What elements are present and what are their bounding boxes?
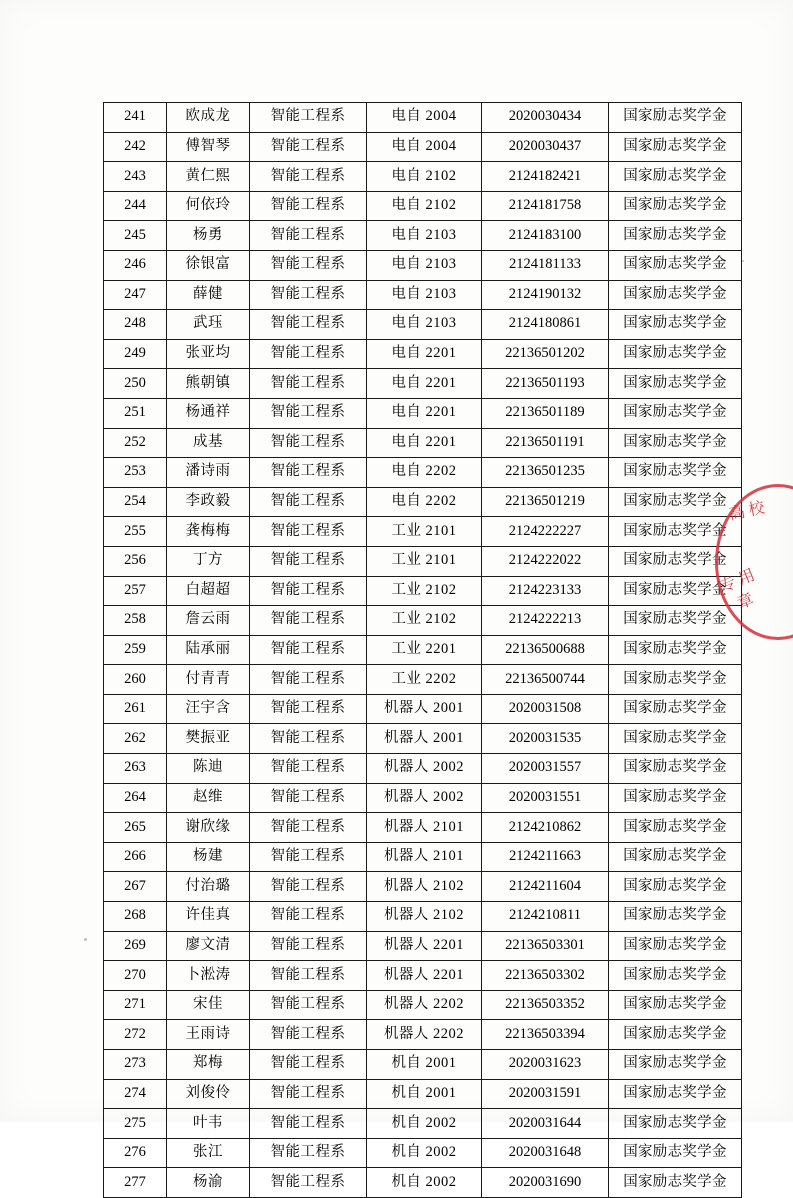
student-id: 2020031623 xyxy=(482,1050,609,1080)
class-name: 机自 2001 xyxy=(367,1079,482,1109)
student-id: 2124181758 xyxy=(482,191,609,221)
row-index: 263 xyxy=(104,754,167,784)
student-name: 廖文清 xyxy=(167,931,250,961)
student-id: 2124182421 xyxy=(482,162,609,192)
award-name: 国家励志奖学金 xyxy=(609,103,742,133)
row-index: 244 xyxy=(104,191,167,221)
department: 智能工程系 xyxy=(250,1020,367,1050)
table-row xyxy=(104,458,742,488)
award-name: 国家励志奖学金 xyxy=(609,635,742,665)
department: 智能工程系 xyxy=(250,310,367,340)
student-id: 2124222022 xyxy=(482,546,609,576)
class-name: 工业 2101 xyxy=(367,546,482,576)
student-id: 2020031551 xyxy=(482,783,609,813)
row-index: 255 xyxy=(104,517,167,547)
table-row xyxy=(104,221,742,251)
scan-speck xyxy=(84,938,87,941)
row-index: 261 xyxy=(104,694,167,724)
scan-speck xyxy=(742,260,744,262)
department: 智能工程系 xyxy=(250,458,367,488)
row-index: 242 xyxy=(104,132,167,162)
class-name: 电自 2201 xyxy=(367,398,482,428)
student-id: 2124223133 xyxy=(482,576,609,606)
student-name: 武珏 xyxy=(167,310,250,340)
award-name: 国家励志奖学金 xyxy=(609,665,742,695)
class-name: 机器人 2102 xyxy=(367,872,482,902)
class-name: 工业 2202 xyxy=(367,665,482,695)
student-name: 李政毅 xyxy=(167,487,250,517)
row-index: 245 xyxy=(104,221,167,251)
award-name: 国家励志奖学金 xyxy=(609,724,742,754)
class-name: 电自 2102 xyxy=(367,191,482,221)
award-name: 国家励志奖学金 xyxy=(609,280,742,310)
class-name: 工业 2102 xyxy=(367,576,482,606)
class-name: 机器人 2001 xyxy=(367,724,482,754)
table-row xyxy=(104,1138,742,1168)
table-row xyxy=(104,280,742,310)
award-name-list-table xyxy=(103,102,727,1198)
department: 智能工程系 xyxy=(250,902,367,932)
class-name: 工业 2101 xyxy=(367,517,482,547)
student-id: 22136501191 xyxy=(482,428,609,458)
student-name: 成基 xyxy=(167,428,250,458)
student-name: 张江 xyxy=(167,1138,250,1168)
student-id: 2020031644 xyxy=(482,1109,609,1139)
class-name: 电自 2201 xyxy=(367,339,482,369)
table-row xyxy=(104,1079,742,1109)
table-row xyxy=(104,872,742,902)
student-name: 潘诗雨 xyxy=(167,458,250,488)
department: 智能工程系 xyxy=(250,1050,367,1080)
table-row xyxy=(104,191,742,221)
student-id: 2124183100 xyxy=(482,221,609,251)
award-name: 国家励志奖学金 xyxy=(609,458,742,488)
department: 智能工程系 xyxy=(250,132,367,162)
class-name: 电自 2202 xyxy=(367,487,482,517)
student-name: 王雨诗 xyxy=(167,1020,250,1050)
class-name: 电自 2004 xyxy=(367,103,482,133)
class-name: 机器人 2102 xyxy=(367,902,482,932)
student-id: 2124190132 xyxy=(482,280,609,310)
award-name: 国家励志奖学金 xyxy=(609,398,742,428)
row-index: 251 xyxy=(104,398,167,428)
table-row xyxy=(104,369,742,399)
student-name: 谢欣缘 xyxy=(167,813,250,843)
department: 智能工程系 xyxy=(250,990,367,1020)
table-row xyxy=(104,665,742,695)
table-row xyxy=(104,813,742,843)
student-id: 22136501202 xyxy=(482,339,609,369)
table-body xyxy=(104,103,742,1198)
student-id: 22136501189 xyxy=(482,398,609,428)
student-id: 2020030437 xyxy=(482,132,609,162)
student-name: 陈迪 xyxy=(167,754,250,784)
award-name: 国家励志奖学金 xyxy=(609,576,742,606)
class-name: 机器人 2001 xyxy=(367,694,482,724)
student-name: 赵维 xyxy=(167,783,250,813)
row-index: 243 xyxy=(104,162,167,192)
department: 智能工程系 xyxy=(250,1079,367,1109)
table-row xyxy=(104,961,742,991)
department: 智能工程系 xyxy=(250,694,367,724)
table-row xyxy=(104,1109,742,1139)
row-index: 264 xyxy=(104,783,167,813)
department: 智能工程系 xyxy=(250,191,367,221)
student-name: 杨勇 xyxy=(167,221,250,251)
award-name: 国家励志奖学金 xyxy=(609,1168,742,1198)
row-index: 272 xyxy=(104,1020,167,1050)
department: 智能工程系 xyxy=(250,369,367,399)
student-id: 2124180861 xyxy=(482,310,609,340)
award-name: 国家励志奖学金 xyxy=(609,339,742,369)
table-row xyxy=(104,1168,742,1198)
award-name: 国家励志奖学金 xyxy=(609,872,742,902)
row-index: 248 xyxy=(104,310,167,340)
student-id: 22136503394 xyxy=(482,1020,609,1050)
award-name: 国家励志奖学金 xyxy=(609,931,742,961)
student-name: 丁方 xyxy=(167,546,250,576)
award-name: 国家励志奖学金 xyxy=(609,961,742,991)
department: 智能工程系 xyxy=(250,1138,367,1168)
class-name: 机自 2002 xyxy=(367,1109,482,1139)
student-id: 2020031508 xyxy=(482,694,609,724)
student-name: 叶韦 xyxy=(167,1109,250,1139)
award-name: 国家励志奖学金 xyxy=(609,1138,742,1168)
student-name: 徐银富 xyxy=(167,250,250,280)
class-name: 电自 2103 xyxy=(367,250,482,280)
award-name: 国家励志奖学金 xyxy=(609,694,742,724)
table-row xyxy=(104,1050,742,1080)
row-index: 265 xyxy=(104,813,167,843)
department: 智能工程系 xyxy=(250,103,367,133)
award-name: 国家励志奖学金 xyxy=(609,428,742,458)
student-name: 薛健 xyxy=(167,280,250,310)
student-id: 2020031690 xyxy=(482,1168,609,1198)
student-name: 杨建 xyxy=(167,842,250,872)
award-name: 国家励志奖学金 xyxy=(609,191,742,221)
row-index: 246 xyxy=(104,250,167,280)
award-name: 国家励志奖学金 xyxy=(609,1020,742,1050)
student-name: 黄仁熙 xyxy=(167,162,250,192)
row-index: 260 xyxy=(104,665,167,695)
class-name: 电自 2102 xyxy=(367,162,482,192)
row-index: 259 xyxy=(104,635,167,665)
row-index: 267 xyxy=(104,872,167,902)
award-name: 国家励志奖学金 xyxy=(609,517,742,547)
student-name: 郑梅 xyxy=(167,1050,250,1080)
class-name: 机器人 2201 xyxy=(367,961,482,991)
award-name: 国家励志奖学金 xyxy=(609,1109,742,1139)
table-row xyxy=(104,250,742,280)
department: 智能工程系 xyxy=(250,398,367,428)
award-name: 国家励志奖学金 xyxy=(609,369,742,399)
class-name: 电自 2103 xyxy=(367,221,482,251)
department: 智能工程系 xyxy=(250,280,367,310)
class-name: 电自 2103 xyxy=(367,310,482,340)
award-name: 国家励志奖学金 xyxy=(609,1079,742,1109)
row-index: 250 xyxy=(104,369,167,399)
class-name: 机器人 2002 xyxy=(367,783,482,813)
award-name: 国家励志奖学金 xyxy=(609,162,742,192)
seal-text-line1: 高 校 xyxy=(727,499,767,524)
class-name: 机器人 2201 xyxy=(367,931,482,961)
student-name: 卜淞涛 xyxy=(167,961,250,991)
class-name: 机器人 2202 xyxy=(367,1020,482,1050)
department: 智能工程系 xyxy=(250,487,367,517)
row-index: 258 xyxy=(104,606,167,636)
class-name: 机器人 2202 xyxy=(367,990,482,1020)
department: 智能工程系 xyxy=(250,665,367,695)
student-name: 宋佳 xyxy=(167,990,250,1020)
table-row xyxy=(104,162,742,192)
award-name: 国家励志奖学金 xyxy=(609,902,742,932)
student-id: 22136500688 xyxy=(482,635,609,665)
department: 智能工程系 xyxy=(250,250,367,280)
table-row xyxy=(104,902,742,932)
table-row xyxy=(104,310,742,340)
student-id: 2020031648 xyxy=(482,1138,609,1168)
row-index: 276 xyxy=(104,1138,167,1168)
class-name: 电自 2201 xyxy=(367,369,482,399)
row-index: 269 xyxy=(104,931,167,961)
student-id: 2020031591 xyxy=(482,1079,609,1109)
student-id: 2124181133 xyxy=(482,250,609,280)
student-name: 杨渝 xyxy=(167,1168,250,1198)
student-id: 2124210811 xyxy=(482,902,609,932)
department: 智能工程系 xyxy=(250,931,367,961)
department: 智能工程系 xyxy=(250,606,367,636)
class-name: 机器人 2101 xyxy=(367,813,482,843)
table-row xyxy=(104,487,742,517)
class-name: 电自 2004 xyxy=(367,132,482,162)
student-name: 欧成龙 xyxy=(167,103,250,133)
student-id: 2020031535 xyxy=(482,724,609,754)
row-index: 273 xyxy=(104,1050,167,1080)
department: 智能工程系 xyxy=(250,576,367,606)
table-row xyxy=(104,606,742,636)
row-index: 266 xyxy=(104,842,167,872)
row-index: 262 xyxy=(104,724,167,754)
student-id: 2020031557 xyxy=(482,754,609,784)
department: 智能工程系 xyxy=(250,754,367,784)
department: 智能工程系 xyxy=(250,1109,367,1139)
row-index: 274 xyxy=(104,1079,167,1109)
student-id: 22136501193 xyxy=(482,369,609,399)
row-index: 275 xyxy=(104,1109,167,1139)
seal-text-line2: 专 用 章 xyxy=(717,566,758,614)
department: 智能工程系 xyxy=(250,546,367,576)
class-name: 机器人 2002 xyxy=(367,754,482,784)
student-name: 陆承丽 xyxy=(167,635,250,665)
row-index: 257 xyxy=(104,576,167,606)
student-name: 张亚均 xyxy=(167,339,250,369)
student-id: 2124222227 xyxy=(482,517,609,547)
award-name: 国家励志奖学金 xyxy=(609,813,742,843)
award-name: 国家励志奖学金 xyxy=(609,250,742,280)
table xyxy=(103,102,742,1198)
student-id: 22136503302 xyxy=(482,961,609,991)
row-index: 249 xyxy=(104,339,167,369)
student-id: 2020030434 xyxy=(482,103,609,133)
department: 智能工程系 xyxy=(250,961,367,991)
department: 智能工程系 xyxy=(250,339,367,369)
department: 智能工程系 xyxy=(250,813,367,843)
table-row xyxy=(104,724,742,754)
student-id: 22136500744 xyxy=(482,665,609,695)
row-index: 241 xyxy=(104,103,167,133)
department: 智能工程系 xyxy=(250,517,367,547)
award-name: 国家励志奖学金 xyxy=(609,1050,742,1080)
table-row xyxy=(104,1020,742,1050)
student-name: 龚梅梅 xyxy=(167,517,250,547)
row-index: 247 xyxy=(104,280,167,310)
table-row xyxy=(104,132,742,162)
table-row xyxy=(104,694,742,724)
row-index: 252 xyxy=(104,428,167,458)
student-name: 何依玲 xyxy=(167,191,250,221)
row-index: 254 xyxy=(104,487,167,517)
table-row xyxy=(104,398,742,428)
class-name: 机自 2001 xyxy=(367,1050,482,1080)
department: 智能工程系 xyxy=(250,635,367,665)
department: 智能工程系 xyxy=(250,221,367,251)
table-row xyxy=(104,546,742,576)
student-id: 22136501219 xyxy=(482,487,609,517)
award-name: 国家励志奖学金 xyxy=(609,221,742,251)
class-name: 工业 2201 xyxy=(367,635,482,665)
table-row xyxy=(104,783,742,813)
row-index: 253 xyxy=(104,458,167,488)
award-name: 国家励志奖学金 xyxy=(609,606,742,636)
table-row xyxy=(104,842,742,872)
class-name: 机自 2002 xyxy=(367,1138,482,1168)
row-index: 277 xyxy=(104,1168,167,1198)
student-name: 付青青 xyxy=(167,665,250,695)
table-row xyxy=(104,931,742,961)
table-row xyxy=(104,103,742,133)
award-name: 国家励志奖学金 xyxy=(609,132,742,162)
award-name: 国家励志奖学金 xyxy=(609,783,742,813)
class-name: 工业 2102 xyxy=(367,606,482,636)
student-name: 樊振亚 xyxy=(167,724,250,754)
student-id: 2124211663 xyxy=(482,842,609,872)
department: 智能工程系 xyxy=(250,724,367,754)
award-name: 国家励志奖学金 xyxy=(609,310,742,340)
department: 智能工程系 xyxy=(250,162,367,192)
award-name: 国家励志奖学金 xyxy=(609,842,742,872)
department: 智能工程系 xyxy=(250,872,367,902)
student-id: 22136503301 xyxy=(482,931,609,961)
table-row xyxy=(104,339,742,369)
row-index: 270 xyxy=(104,961,167,991)
department: 智能工程系 xyxy=(250,1168,367,1198)
student-id: 2124211604 xyxy=(482,872,609,902)
student-id: 2124222213 xyxy=(482,606,609,636)
table-row xyxy=(104,990,742,1020)
award-name: 国家励志奖学金 xyxy=(609,754,742,784)
table-row xyxy=(104,517,742,547)
student-name: 汪宇含 xyxy=(167,694,250,724)
row-index: 256 xyxy=(104,546,167,576)
class-name: 机自 2002 xyxy=(367,1168,482,1198)
table-row xyxy=(104,754,742,784)
table-row xyxy=(104,576,742,606)
award-name: 国家励志奖学金 xyxy=(609,546,742,576)
award-name: 国家励志奖学金 xyxy=(609,990,742,1020)
student-name: 傅智琴 xyxy=(167,132,250,162)
student-id: 22136503352 xyxy=(482,990,609,1020)
table-row xyxy=(104,635,742,665)
department: 智能工程系 xyxy=(250,842,367,872)
table-row xyxy=(104,428,742,458)
student-name: 许佳真 xyxy=(167,902,250,932)
student-name: 熊朝镇 xyxy=(167,369,250,399)
class-name: 机器人 2101 xyxy=(367,842,482,872)
class-name: 电自 2201 xyxy=(367,428,482,458)
department: 智能工程系 xyxy=(250,428,367,458)
class-name: 电自 2103 xyxy=(367,280,482,310)
class-name: 电自 2202 xyxy=(367,458,482,488)
student-id: 2124210862 xyxy=(482,813,609,843)
student-name: 付治璐 xyxy=(167,872,250,902)
department: 智能工程系 xyxy=(250,783,367,813)
row-index: 268 xyxy=(104,902,167,932)
student-name: 白超超 xyxy=(167,576,250,606)
row-index: 271 xyxy=(104,990,167,1020)
student-name: 詹云雨 xyxy=(167,606,250,636)
award-name: 国家励志奖学金 xyxy=(609,487,742,517)
student-id: 22136501235 xyxy=(482,458,609,488)
student-name: 杨通祥 xyxy=(167,398,250,428)
student-name: 刘俊伶 xyxy=(167,1079,250,1109)
